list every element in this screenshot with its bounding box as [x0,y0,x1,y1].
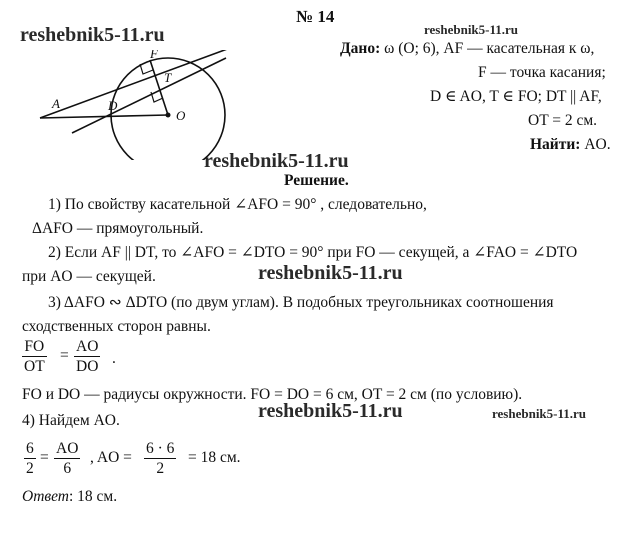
tangent-line-af [40,50,230,118]
label-d: D [108,98,118,113]
ao-equals-text: , AO = [90,449,132,466]
watermark-mid-2: reshebnik5-11.ru [258,262,403,284]
answer-label: Ответ [22,488,69,505]
watermark-mid-3: reshebnik5-11.ru [258,400,403,422]
given-label: Дано: [340,40,381,57]
step3-line1: 3) ΔAFO ∾ ΔDTO (по двум углам). В подобных треугольниках соотношения [48,294,554,311]
given-text-1: ω (O; 6), AF — касательная к ω, [384,40,595,57]
fraction-6-2 [24,440,36,477]
fraction-6x6-2 [144,440,176,477]
fraction-bar [54,458,80,459]
step3-line2: сходственных сторон равны. [22,318,211,335]
find-line [530,136,611,154]
fraction-numerator: AO [76,338,99,355]
find-value: AO. [584,136,611,153]
label-o: O [176,108,186,123]
result-text: = 18 см. [188,449,241,466]
fraction-denominator: 2 [156,460,165,477]
fraction-denominator: 6 [63,460,72,477]
point-o-dot [166,113,171,118]
fraction-denominator: OT [24,358,45,375]
watermark-top-right: reshebnik5-11.ru [424,22,519,37]
line-dt [72,58,226,133]
given-line-2: F — точка касания; [478,64,606,81]
watermark-mid-1: reshebnik5-11.ru [204,150,349,172]
radii-line: FO и DO — радиусы окружности. FO = DO = 6 см, OT = 2 см (по условию). [22,386,523,403]
fraction-numerator: FO [24,338,45,355]
equals-sign-1: = [60,347,69,364]
fraction-numerator: 6 · 6 [146,440,175,457]
answer-line [22,488,117,506]
step1-line2: ΔAFO — прямоугольный. [32,220,204,237]
label-t: T [164,70,172,85]
given-line-4: OT = 2 см. [528,112,598,129]
fraction1-period: . [112,350,116,367]
watermark-top-left: reshebnik5-11.ru [20,24,165,46]
step2-line2: при AO — секущей. [22,268,156,285]
step4-line: 4) Найдем AO. [22,412,120,429]
fraction-ao-6 [54,440,80,477]
find-label: Найти: [530,136,581,153]
fraction-bar [24,458,36,459]
fraction-fo-ot [22,338,47,375]
fraction-denominator: 2 [26,460,34,477]
given-line-1 [340,40,594,58]
fraction-bar [22,356,47,357]
fraction-bar [144,458,176,459]
watermark-bottom-right: reshebnik5-11.ru [492,406,587,421]
geometry-figure [30,50,270,160]
equals-sign-2: = [40,449,49,466]
solution-title: Решение. [284,172,349,189]
answer-value: : 18 см. [68,488,118,505]
fraction-ao-do [74,338,100,375]
fraction-bar [74,356,100,357]
step2-line1: 2) Если AF || DT, то ∠AFO = ∠DTO = 90° при FO — секущей, а ∠FAO = ∠DTO [48,244,578,261]
step1-line1: 1) По свойству касательной ∠AFO = 90° , следовательно, [48,196,427,213]
label-a: A [52,96,60,111]
fraction-denominator: DO [76,358,99,375]
fraction-numerator: AO [56,440,79,457]
label-f: F [150,50,158,61]
given-line-3: D ∈ AO, T ∈ FO; DT || AF, [430,88,602,105]
problem-number: № 14 [296,7,335,26]
fraction-numerator: 6 [26,440,34,457]
